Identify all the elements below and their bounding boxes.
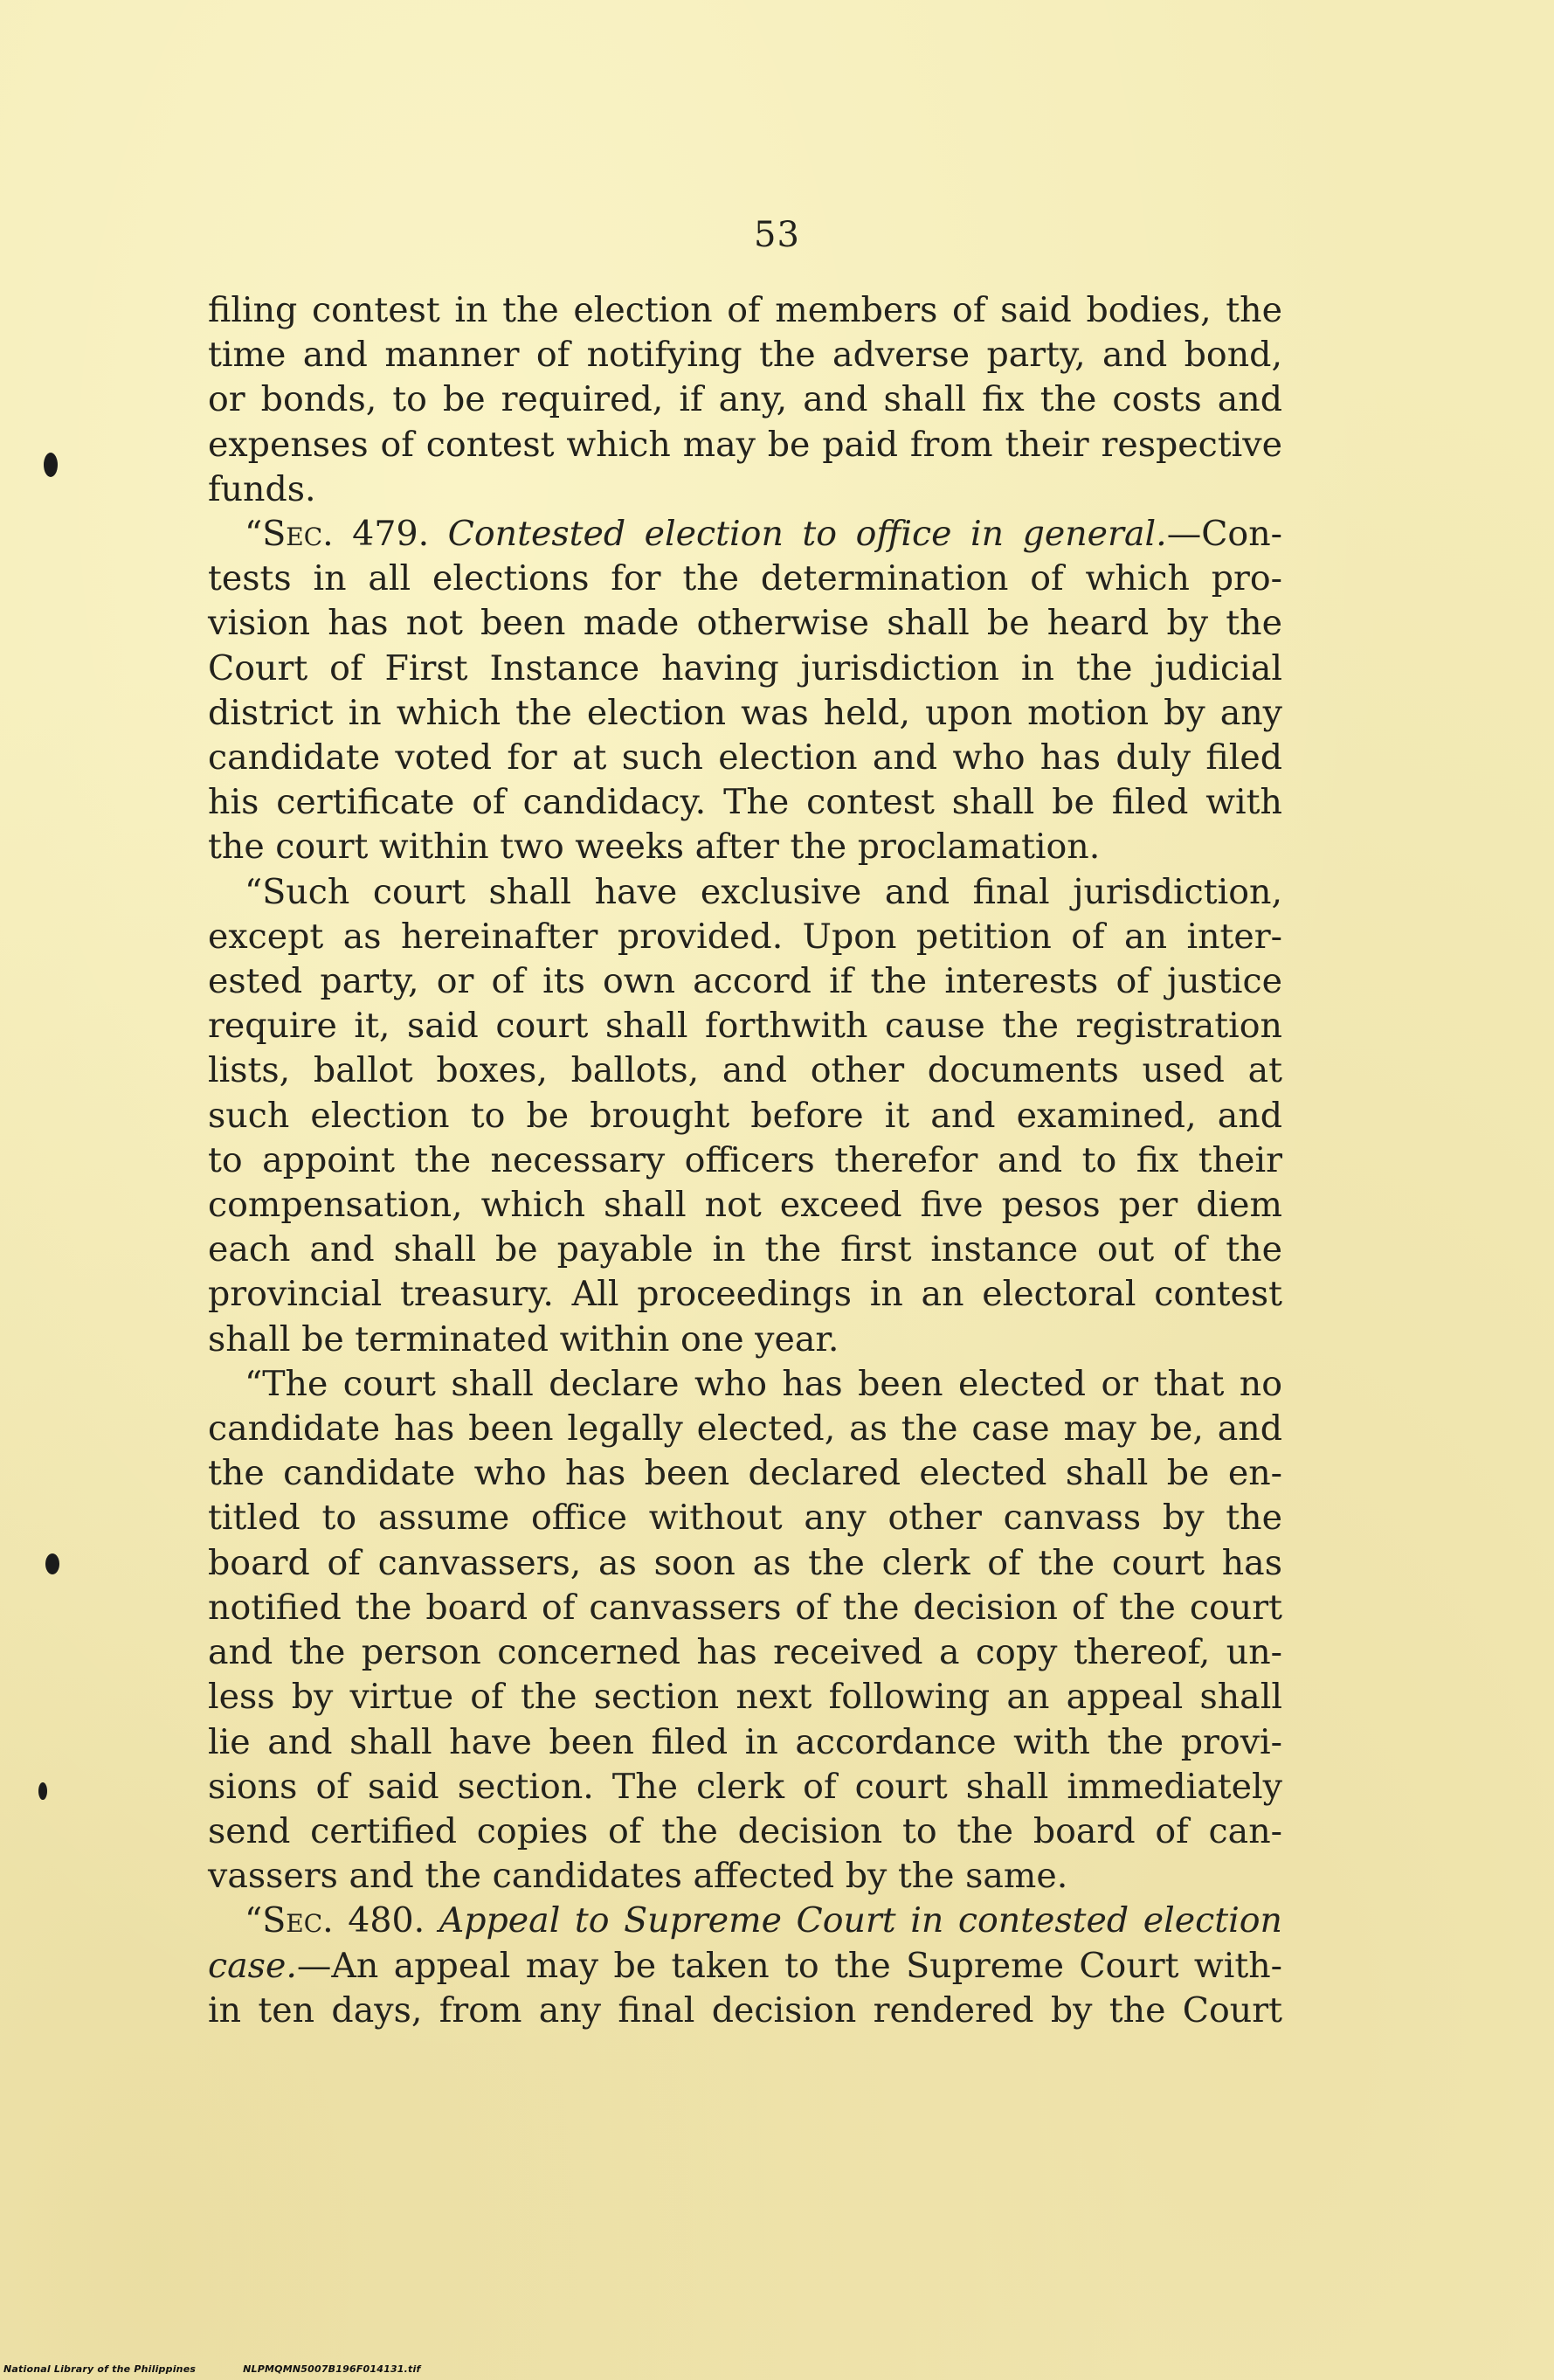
text-line: shall be terminated within one year. xyxy=(208,1318,839,1360)
text-line: each and shall be payable in the first instance out of the xyxy=(208,1229,1282,1270)
text-line: candidate voted for at such election and who has duly filed xyxy=(208,737,1282,778)
text-line: require it, said court shall forthwith cause the registration xyxy=(208,1006,1282,1047)
text-line: candidate has been legally elected, as the case may be, and xyxy=(208,1408,1282,1449)
scan-footer xyxy=(3,2363,464,2375)
text-line: such election to be brought before it and examined, and xyxy=(208,1095,1282,1136)
text-line: titled to assume office without any other canvass by the xyxy=(208,1498,1282,1539)
paragraph-declaration xyxy=(208,1362,1282,1899)
page-number: 53 xyxy=(754,215,800,255)
document-body xyxy=(208,288,1282,2033)
section-479 xyxy=(208,512,1282,870)
file-identifier: NLPMQMN5007B196F014131.tif xyxy=(243,2363,421,2375)
text-fragment: —An appeal may be taken to the Supreme Court with- xyxy=(296,1945,1282,1986)
section-number: “Sec. 480. xyxy=(245,1900,425,1941)
text-line: or bonds, to be required, if any, and shall fix the costs and xyxy=(208,379,1282,420)
text-fragment: —Con- xyxy=(1166,514,1282,555)
text-line: the candidate who has been declared elected shall be en- xyxy=(208,1453,1282,1494)
text-line: “Such court shall have exclusive and final jurisdiction, xyxy=(245,871,1282,912)
text-line: provincial treasury. All proceedings in an electoral contest xyxy=(208,1274,1282,1315)
text-line: to appoint the necessary officers therefor and to fix their xyxy=(208,1139,1282,1180)
text-line: Court of First Instance having jurisdiction in the judicial xyxy=(208,647,1282,688)
text-line: vassers and the candidates affected by the same. xyxy=(208,1856,1068,1897)
text-line: except as hereinafter provided. Upon petition of an inter- xyxy=(208,916,1282,957)
text-line: filing contest in the election of members of said bodies, the xyxy=(208,290,1282,330)
text-line: lists, ballot boxes, ballots, and other documents used at xyxy=(208,1050,1282,1091)
section-title-continued: case. xyxy=(208,1945,297,1986)
text-line: ested party, or of its own accord if the interests of justice xyxy=(208,961,1282,1002)
paragraph-jurisdiction xyxy=(208,870,1282,1362)
text-line: funds. xyxy=(208,468,316,509)
text-line: sions of said section. The clerk of court shall immediately xyxy=(208,1766,1282,1807)
section-title: Appeal to Supreme Court in contested election xyxy=(439,1900,1282,1941)
text-line: in ten days, from any final decision rendered by the Court xyxy=(208,1989,1282,2031)
section-480 xyxy=(208,1899,1282,2033)
paragraph-continuation xyxy=(208,288,1282,512)
section-heading-line xyxy=(208,1944,1282,1989)
text-line: time and manner of notifying the adverse party, and bond, xyxy=(208,335,1282,376)
text-line: compensation, which shall not exceed five pesos per diem xyxy=(208,1185,1282,1226)
section-heading-line xyxy=(208,1899,1282,1943)
section-title: Contested election to office in general. xyxy=(447,514,1167,555)
scan-blot xyxy=(44,453,58,477)
text-line: “The court shall declare who has been elected or that no xyxy=(245,1363,1282,1404)
text-line: expenses of contest which may be paid from their respective xyxy=(208,424,1282,465)
text-line: tests in all elections for the determination of which pro- xyxy=(208,558,1282,599)
text-line: vision has not been made otherwise shall be heard by the xyxy=(208,603,1282,644)
text-line: the court within two weeks after the proclamation. xyxy=(208,827,1101,868)
scan-blot xyxy=(45,1553,59,1574)
text-line: district in which the election was held, upon motion by any xyxy=(208,692,1282,733)
text-line: send certified copies of the decision to the board of can- xyxy=(208,1810,1282,1851)
scan-blot xyxy=(38,1782,47,1800)
text-line: lie and shall have been filed in accordance with the provi- xyxy=(208,1721,1282,1762)
text-line: and the person concerned has received a copy thereof, un- xyxy=(208,1632,1282,1673)
library-credit: National Library of the Philippines xyxy=(3,2363,197,2375)
text-line: notified the board of canvassers of the decision of the court xyxy=(208,1587,1282,1628)
section-number: “Sec. 479. xyxy=(245,514,430,555)
text-line: less by virtue of the section next following an appeal shall xyxy=(208,1677,1282,1718)
text-line: board of canvassers, as soon as the clerk of the court has xyxy=(208,1542,1282,1583)
text-line: his certificate of candidacy. The contest shall be filed with xyxy=(208,782,1282,823)
section-heading-line xyxy=(208,512,1282,557)
